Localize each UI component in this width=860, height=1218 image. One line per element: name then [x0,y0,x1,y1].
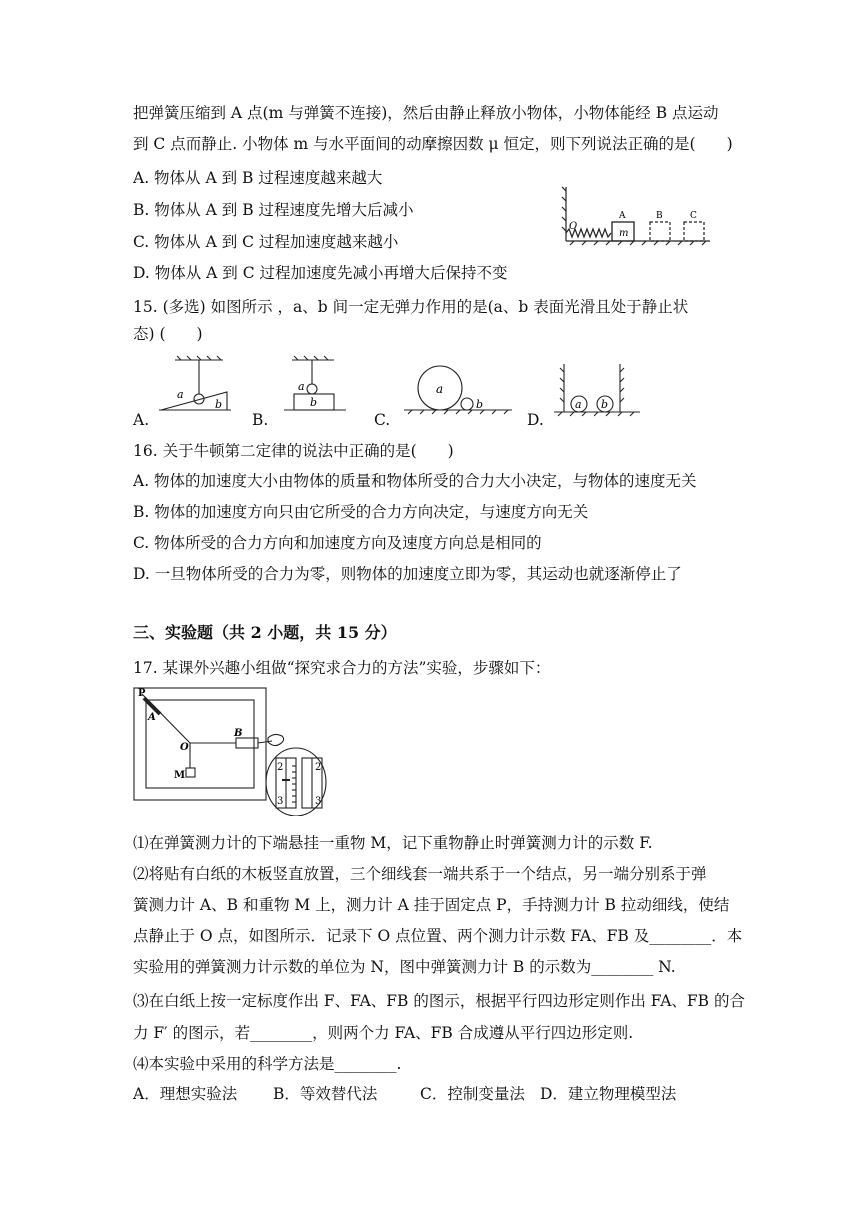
q16-stem: 16. 关于牛顿第二定律的说法中正确的是( ) [133,442,454,460]
q15-figure-d [550,360,645,418]
q17-step-1: ⑴在弹簧测力计的下端悬挂一重物 M，记下重物静止时弹簧测力计的示数 F. [133,834,653,852]
q14-label-m: m [619,228,629,239]
q15-stem-line1: 15. (多选) 如图所示 ，a、b 间一定无弹力作用的是(a、b 表面光滑且处于静止状 [133,298,689,316]
q17-options [133,1084,676,1104]
q15-label-c: C. [374,411,391,429]
q17-label-b: B [234,728,243,739]
q15-label-b: B. [252,411,269,429]
q14-option-d: D. 物体从 A 到 C 过程加速度先减小再增大后保持不变 [133,264,508,282]
q16-option-a: A. 物体的加速度大小由物体的质量和物体所受的合力大小决定，与物体的速度无关 [133,472,697,490]
q15c-label-a: a [436,382,444,396]
q15-figure-b [280,354,350,416]
q17-option-c: C．控制变量法 [420,1085,525,1103]
q17-label-o: O [180,742,189,753]
q17-option-d: D．建立物理模型法 [540,1085,677,1103]
q17-step-3-line2: 力 F′ 的图示，若________，则两个力 FA、FB 合成遵从平行四边形定则. [133,1024,634,1042]
q17-label-m: M [174,770,186,781]
q17-scale-3-left: 3 [277,796,284,807]
q17-step-2-line4: 实验用的弹簧测力计示数的单位为 N，图中弹簧测力计 B 的示数为________ N. [133,958,676,976]
q14-stem-line1: 把弹簧压缩到 A 点(m 与弹簧不连接)，然后由静止释放小物体，小物体能经 B 点运动 [133,104,719,122]
q15c-label-b: b [476,398,484,411]
q17-scale-2-right: 2 [315,762,322,773]
q14-stem-line2: 到 C 点而静止. 小物体 m 与水平面间的动摩擦因数 μ 恒定，则下列说法正确的是( ) [133,135,733,153]
section-title: 三、实验题（共 2 小题，共 15 分） [133,623,397,642]
q17-option-a: A．理想实验法 [133,1085,238,1103]
q15-figure-c [400,360,515,416]
q16-option-b: B. 物体的加速度方向只由它所受的合力方向决定，与速度方向无关 [133,503,589,521]
q17-step-4: ⑷本实验中采用的科学方法是________. [133,1055,402,1073]
q15a-label-a: a [177,388,184,401]
q17-step-3-line1: ⑶在白纸上按一定标度作出 F、FA、FB 的图示，根据平行四边形定则作出 FA、FB 的合 [133,992,745,1010]
q14-label-o: O [569,221,578,232]
q14-option-b: B. 物体从 A 到 B 过程速度先增大后减小 [133,201,414,219]
q15-figure-a [155,354,235,416]
q16-option-c: C. 物体所受的合力方向和加速度方向及速度方向总是相同的 [133,534,542,552]
q15a-label-b: b [215,398,223,411]
q17-label-a: A [148,712,156,723]
q14-label-b: B [656,211,663,221]
q15-label-a: A. [133,411,150,429]
q17-step-2-line1: ⑵将贴有白纸的木板竖直放置，三个细线套一端共系于一个结点，另一端分别系于弹 [133,865,707,883]
q15-label-d: D. [527,411,544,429]
q17-scale-3-right: 3 [315,796,322,807]
q17-option-b: B．等效替代法 [273,1085,378,1103]
q17-stem: 17. 某课外兴趣小组做“探究求合力的方法”实验，步骤如下： [133,659,551,677]
q15d-label-b: b [601,398,609,411]
q15b-label-a: a [298,380,305,393]
q14-spring-figure [560,185,720,247]
q17-label-p: P [138,688,146,699]
q17-step-2-line2: 簧测力计 A、B 和重物 M 上，测力计 A 挂于固定点 P，手持测力计 B 拉动细线，使结 [133,896,730,914]
q15d-label-a: a [575,398,582,411]
q14-option-c: C. 物体从 A 到 C 过程加速度越来越小 [133,233,399,251]
q16-option-d: D. 一旦物体所受的合力为零，则物体的加速度立即为零，其运动也就逐渐停止了 [133,565,682,583]
q17-experiment-figure [132,686,332,816]
q15-stem-line2: 态) ( ) [133,325,203,343]
q14-option-a: A. 物体从 A 到 B 过程速度越来越大 [133,169,383,187]
q17-scale-2-left: 2 [277,762,284,773]
q14-label-c: C [690,211,697,221]
q17-step-2-line3: 点静止于 O 点，如图所示．记录下 O 点位置、两个测力计示数 FA、FB 及________．本 [133,927,743,945]
q15b-label-b: b [310,396,318,409]
q14-label-a: A [619,211,626,221]
